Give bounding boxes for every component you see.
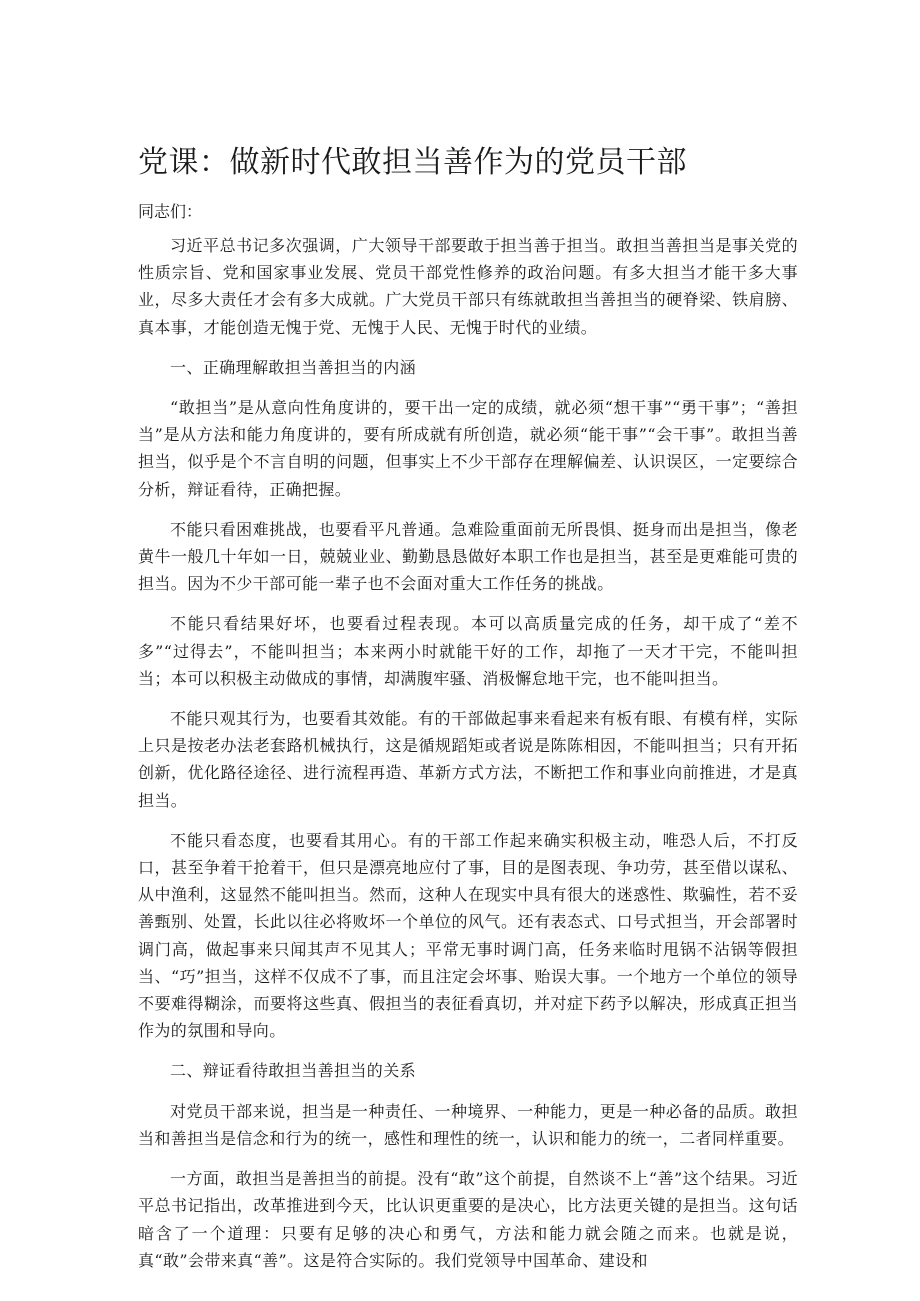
section-heading-2: 二、辩证看待敢担当善担当的关系 — [170, 1061, 417, 1081]
paragraph-intro: 习近平总书记多次强调，广大领导干部要敢于担当善于担当。敢担当善担当是事关党的性质宗旨、党和国家事业发展、党员干部党性修养的政治问题。有多大担当才能干多大事业，尽多大责任才会有多大成就。广大党员干部只有练就敢担当善担当的硬脊梁、铁肩膀、真本事，才能创造无愧于党、无愧于人民、无愧于时代的业绩。 — [138, 236, 798, 337]
paragraph: 不能只看态度，也要看其用心。有的干部工作起来确实积极主动，唯恐人后，不打反口，甚至争着干抢着干，但只是漂亮地应付了事，目的是图表现、争功劳，甚至借以谋私、从中渔利，这显然不能叫担当。然而，这种人在现实中具有很大的迷惑性、欺骗性，若不妥善甄别、处置，长此以往必将败坏一个单位的风气。还有表态式、口号式担当，开会部署时调门高，做起事来只闻其声不见其人；平常无事时调门高，任务来临时甩锅不沾锅等假担当、“巧”担当，这样不仅成不了事，而且注定会坏事、贻误大事。一个地方一个单位的领导不要难得糊涂，而要将这些真、假担当的表征看真切，并对症下药予以解决，形成真正担当作为的氛围和导向。 — [138, 830, 798, 1041]
paragraph: 不能只观其行为，也要看其效能。有的干部做起事来看起来有板有眼、有模有样，实际上只是按老办法老套路机械执行，这是循规蹈矩或者说是陈陈相因，不能叫担当；只有开拓创新，优化路径途径、进行流程再造、革新方式方法，不断把工作和事业向前推进，才是真担当。 — [138, 709, 798, 810]
paragraph: 对党员干部来说，担当是一种责任、一种境界、一种能力，更是一种必备的品质。敢担当和善担当是信念和行为的统一，感性和理性的统一，认识和能力的统一，二者同样重要。 — [138, 1101, 798, 1148]
section-heading-1: 一、正确理解敢担当善担当的内涵 — [170, 357, 417, 377]
document-title: 党课：做新时代敢担当善作为的党员干部 — [138, 145, 687, 180]
paragraph: 一方面，敢担当是善担当的前提。没有“敢”这个前提，自然谈不上“善”这个结果。习近平总书记指出，改革推进到今天，比认识更重要的是决心，比方法更关键的是担当。这句话暗含了一个道理：只要有足够的决心和勇气，方法和能力就会随之而来。也就是说，真“敢”会带来真“善”。这是符合实际的。我们党领导中国革命、建设和 — [138, 1169, 798, 1270]
paragraph: 不能只看结果好坏，也要看过程表现。本可以高质量完成的任务，却干成了“差不多”“过得去”，不能叫担当；本来两小时就能干好的工作，却拖了一天才干完，不能叫担当；本可以积极主动做成的事情，却满腹牢骚、消极懈怠地干完，也不能叫担当。 — [138, 614, 798, 688]
paragraph: 不能只看困难挑战，也要看平凡普通。急难险重面前无所畏惧、挺身而出是担当，像老黄牛一般几十年如一日，兢兢业业、勤勤恳恳做好本职工作也是担当，甚至是更难能可贵的担当。因为不少干部可能一辈子也不会面对重大工作任务的挑战。 — [138, 519, 798, 594]
document-body — [138, 232, 798, 1287]
salutation: 同志们： — [138, 202, 203, 221]
paragraph: “敢担当”是从意向性角度讲的，要干出一定的成绩，就必须“想干事”“勇干事”；“善担当”是从方法和能力角度讲的，要有所成就有所创造，就必须“能干事”“会干事”。敢担当善担当，似乎是个不言自明的问题，但事实上不少干部存在理解偏差、认识误区，一定要综合分析，辩证看待，正确把握。 — [138, 398, 798, 499]
